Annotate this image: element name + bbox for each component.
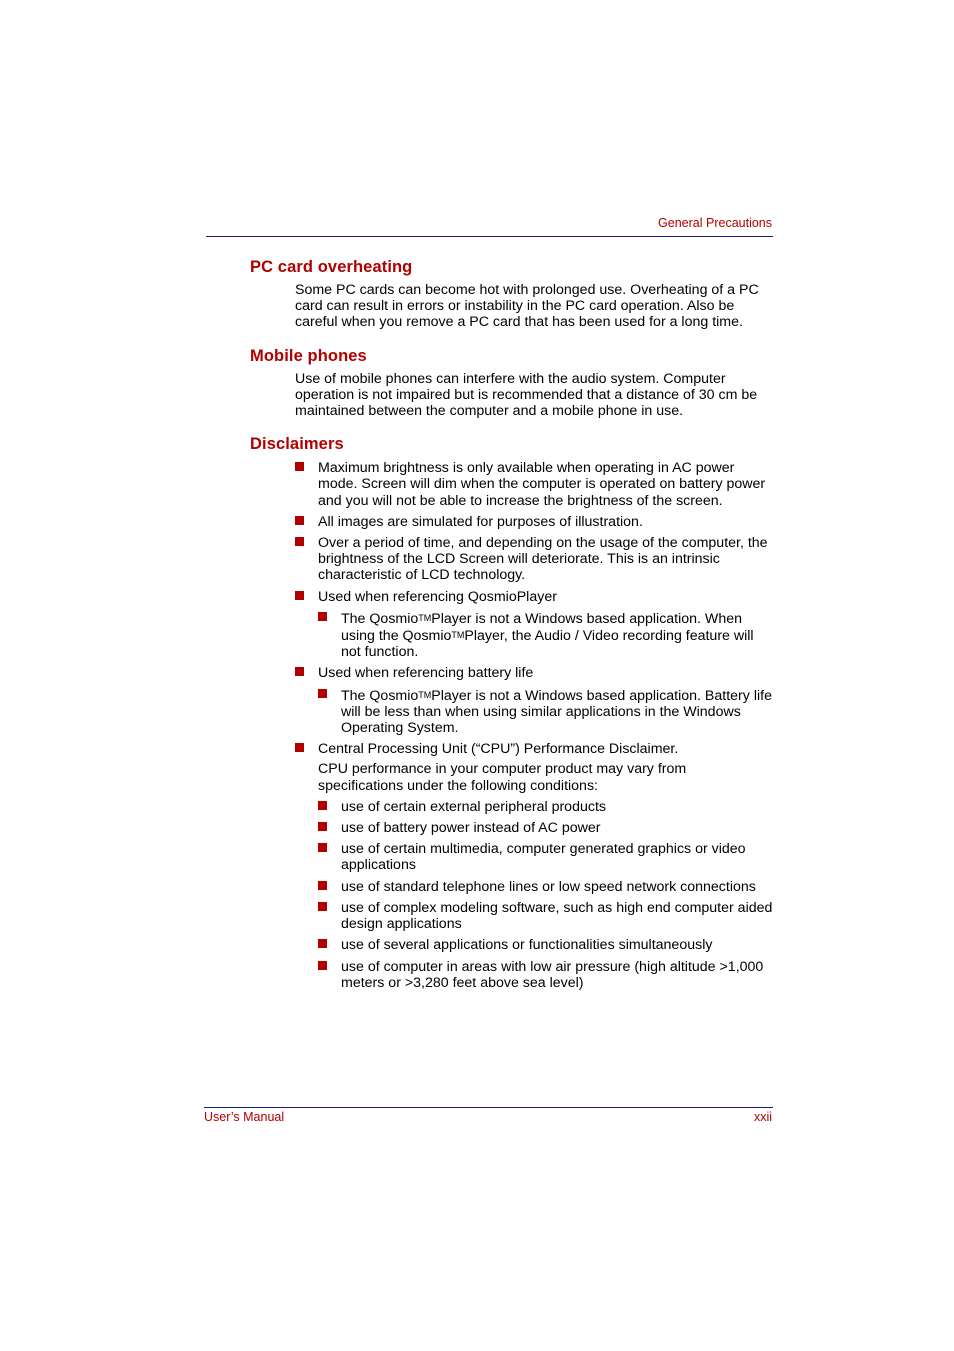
sub-list-item: [318, 799, 773, 815]
cpu-conditions-list: [318, 799, 773, 991]
sub-item-text: The Qosmio: [341, 610, 419, 627]
list-item: [295, 741, 773, 991]
square-bullet-icon: [318, 689, 327, 698]
sub-list-item: [318, 610, 773, 661]
sub-list-item: [318, 841, 773, 873]
square-bullet-icon: [318, 939, 327, 948]
sub-list: [318, 610, 773, 661]
sub-item-text: use of certain external peripheral products: [341, 798, 606, 815]
list-item: [295, 514, 773, 530]
square-bullet-icon: [318, 801, 327, 810]
square-bullet-icon: [295, 667, 304, 676]
sub-item-text: use of complex modeling software, such as high end computer aided design applications: [341, 899, 773, 933]
section-body: Some PC cards can become hot with prolonged use. Overheating of a PC card can result in errors or instability in the PC card operation. Also be careful when you remove a PC card that has been used for a long time.: [295, 282, 759, 331]
square-bullet-icon: [318, 843, 327, 852]
sub-item-text: use of certain multimedia, computer generated graphics or video applications: [341, 841, 746, 874]
sub-list-item: [318, 937, 773, 953]
section-disclaimers: [250, 433, 780, 991]
trademark-mark: TM: [418, 612, 432, 623]
trademark-mark: TM: [451, 630, 465, 641]
sub-list-item: [318, 820, 773, 836]
section-heading: Disclaimers: [250, 435, 344, 454]
square-bullet-icon: [295, 743, 304, 752]
list-item-text: Used when referencing QosmioPlayer: [318, 588, 557, 605]
trademark-mark: TM: [418, 689, 432, 700]
square-bullet-icon: [318, 822, 327, 831]
sub-item-text: use of several applications or functionalities simultaneously: [341, 937, 713, 954]
footer-rule: [204, 1107, 773, 1108]
page-content: [250, 256, 780, 1005]
list-item: [295, 460, 773, 509]
sub-item-text: Player is not a Windows based application. When using the Qosmio: [341, 610, 742, 645]
list-item-text: Maximum brightness is only available when operating in AC power mode. Screen will dim when the computer is operated on battery power and you will not be able to increase the brightness of the screen.: [318, 460, 766, 509]
sub-item-text: use of standard telephone lines or low speed network connections: [341, 878, 756, 895]
sub-item-text: use of computer in areas with low air pressure (high altitude >1,000 meters or >3,280 feet above sea level): [341, 958, 764, 991]
running-header: General Precautions: [658, 216, 772, 230]
section-heading: PC card overheating: [250, 258, 413, 276]
sub-item-text: Player, the Audio / Video recording feature will not function.: [341, 628, 754, 661]
square-bullet-icon: [318, 612, 327, 621]
sub-list-item: [318, 879, 773, 895]
sub-list-item: [318, 959, 773, 991]
list-item: [295, 535, 773, 584]
square-bullet-icon: [318, 881, 327, 890]
list-item: [295, 665, 773, 736]
disclaimer-list: [295, 460, 773, 991]
list-item-text: Central Processing Unit (“CPU”) Performance Disclaimer.: [318, 741, 679, 758]
square-bullet-icon: [318, 902, 327, 911]
square-bullet-icon: [318, 961, 327, 970]
sub-item-text: The Qosmio: [341, 687, 419, 704]
list-item-text: Over a period of time, and depending on the usage of the computer, the brightness of the LCD Screen will deteriorate. This is an intrinsic characteristic of LCD technology.: [318, 535, 768, 584]
sub-list: [318, 687, 773, 737]
sub-item-text: use of battery power instead of AC power: [341, 820, 601, 837]
section-mobile-phones: [250, 345, 780, 420]
section-body: Use of mobile phones can interfere with the audio system. Computer operation is not impaired but is recommended that a distance of 30 cm be maintained between the computer and a mobile phone in use.: [295, 370, 758, 420]
list-item-text: All images are simulated for purposes of illustration.: [318, 513, 643, 530]
section-heading: Mobile phones: [250, 346, 367, 365]
list-item-text: Used when referencing battery life: [318, 665, 534, 682]
page-number: xxii: [753, 1110, 772, 1124]
sub-item-text: Player is not a Windows based application. Battery life will be less than when using similar applications in the Windows Operating System.: [341, 687, 772, 737]
header-rule: [206, 236, 773, 237]
square-bullet-icon: [295, 462, 304, 471]
square-bullet-icon: [295, 591, 304, 600]
sub-list-item: [318, 900, 773, 932]
section-pc-card-overheating: [250, 256, 780, 331]
square-bullet-icon: [295, 516, 304, 525]
footer-manual-title: User’s Manual: [204, 1110, 285, 1124]
sub-list-item: [318, 687, 773, 737]
cpu-note: CPU performance in your computer product may vary from specifications under the following conditions:: [318, 761, 687, 794]
list-item: [295, 589, 773, 661]
square-bullet-icon: [295, 537, 304, 546]
